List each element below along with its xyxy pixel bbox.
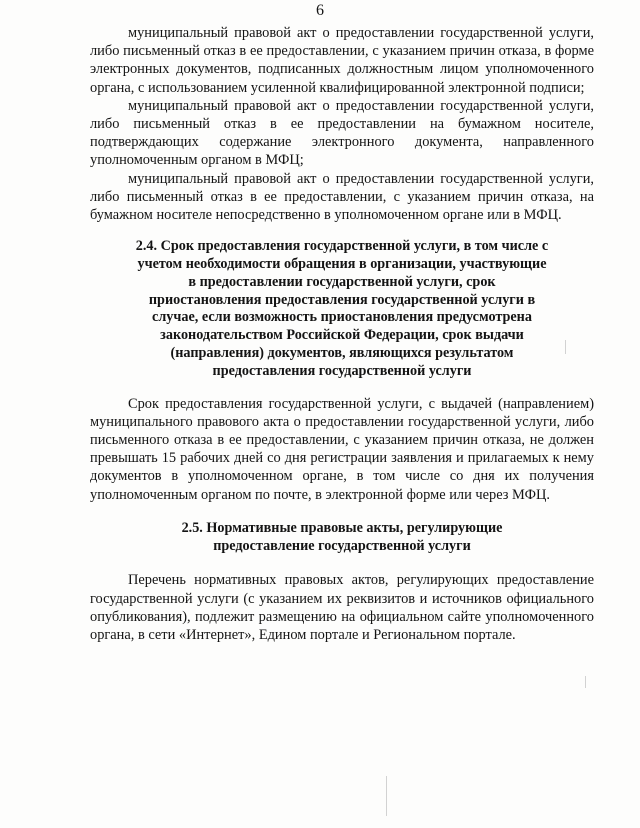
scan-artifact-line (565, 340, 566, 354)
section-2-5-body: Перечень нормативных правовых актов, регулирующих предоставление государственной услуги (с указанием их реквизитов и источников официального опубликования), подлежит размещению на официальном сайте уполномоченного органа, в сети «Интернет», Едином портале и Региональном портале. (90, 572, 594, 644)
page-number: 6 (316, 2, 324, 19)
page-content (90, 24, 594, 644)
section-2-4-heading: 2.4. Срок предоставления государственной услуги, в том числе с учетом необходимости обращения в организации, участвующие в предоставлении государственной услуги, срок приостановления предоставления государственной услуги в случае, если возможность приостановления предусмотрена законодательством Российской Федерации, срок выдачи (направления) документов, являющихся результатом предоставления государственной услуги (135, 238, 549, 379)
result-paragraph-electronic: муниципальный правовой акт о предоставлении государственной услуги, либо письменный отказ в ее предоставлении, с указанием причин отказа, в форме электронных документов, подписанных должностным лицом уполномоченного органа, с использованием усиленной квалифицированной электронной подписи; (90, 25, 594, 96)
scan-artifact-line (585, 676, 586, 688)
scan-artifact-line (386, 776, 387, 816)
section-2-5-heading: 2.5. Нормативные правовые акты, регулирующие предоставление государственной услуги (181, 519, 503, 554)
section-2-4-body: Срок предоставления государственной услуги, с выдачей (направлением) муниципального правового акта о предоставлении государственной услуги, либо письменного отказа в ее предоставлении, с указанием причин отказа, не должен превышать 15 рабочих дней со дня регистрации заявления и прилагаемых к нему документов в уполномоченном органе, в том числе со дня их получения уполномоченным органом по почте, в электронной форме или через МФЦ. (90, 395, 594, 503)
result-paragraph-paper-direct: муниципальный правовой акт о предоставлении государственной услуги, либо письменный отказ в ее предоставлении, с указанием причин отказа, на бумажном носителе непосредственно в уполномоченном органе или в МФЦ. (90, 170, 594, 224)
result-paragraph-paper-mfc: муниципальный правовой акт о предоставлении государственной услуги, либо письменный отказ в ее предоставлении на бумажном носителе, подтверждающих содержание электронного документа, направленного уполномоченным органом в МФЦ; (90, 97, 594, 169)
